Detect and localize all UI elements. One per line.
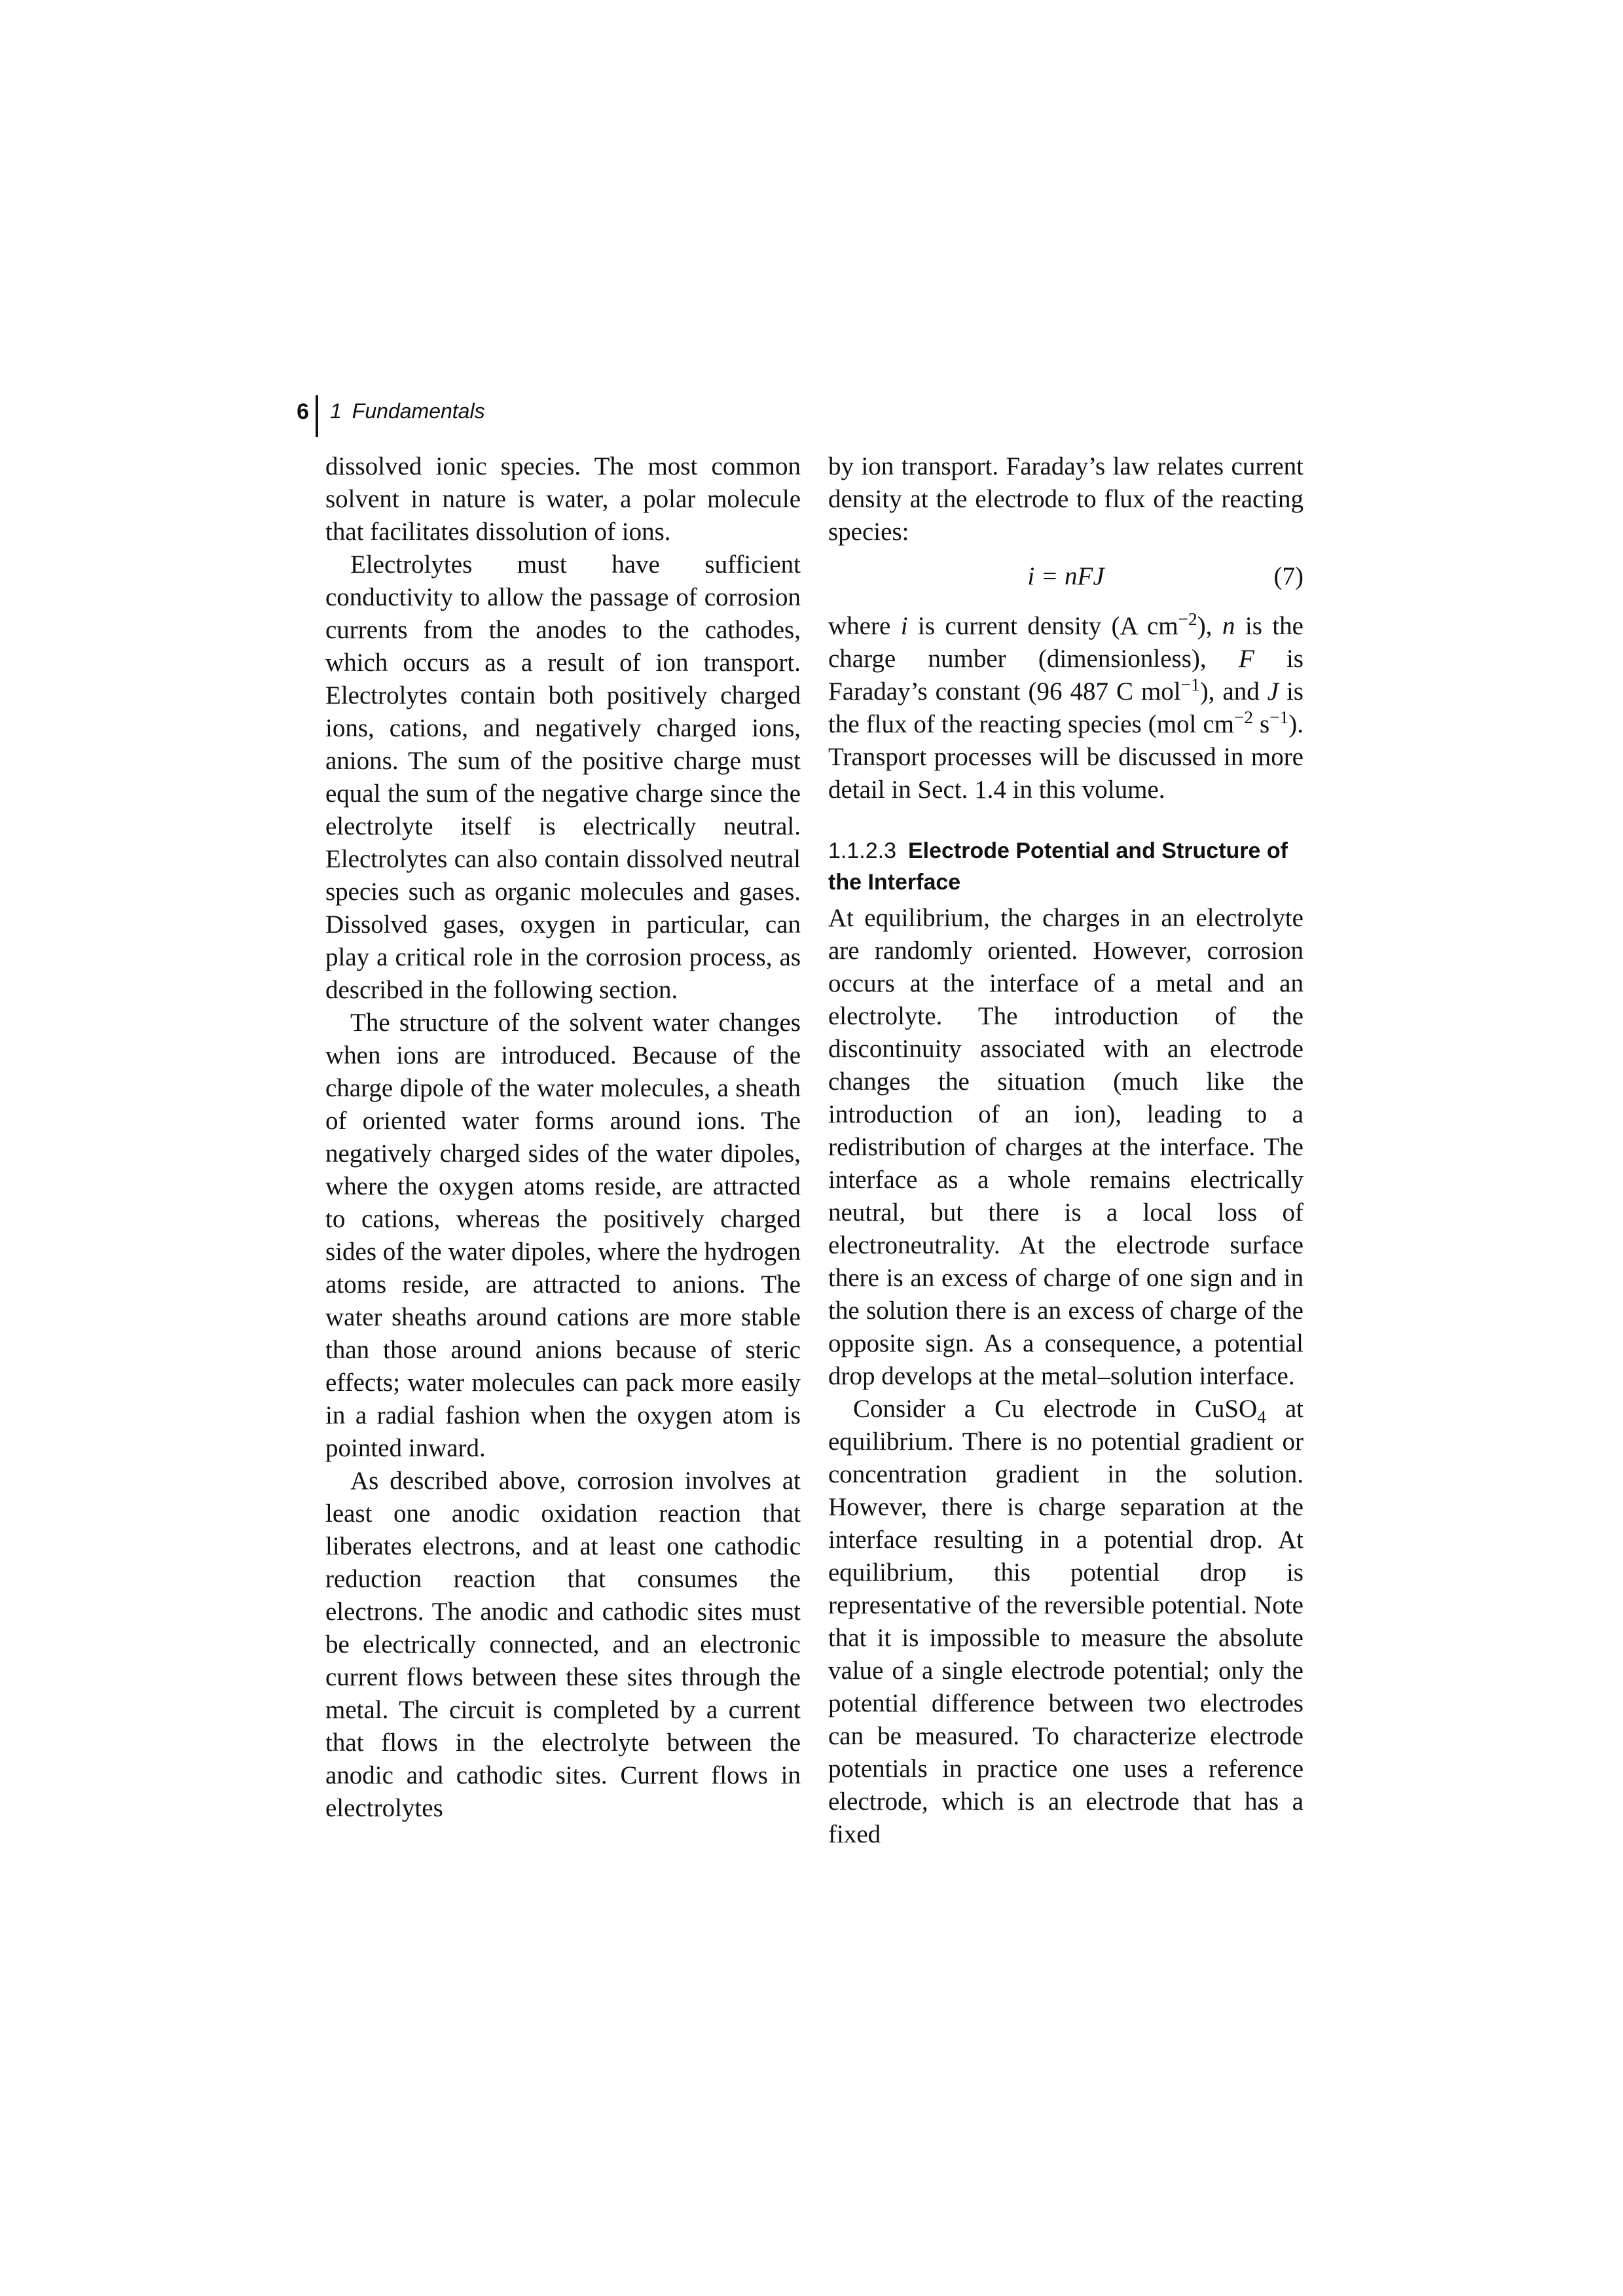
right-column [828,450,1304,1851]
chapter-title: Fundamentals [352,399,485,423]
superscript: −1 [1180,675,1200,694]
superscript: −2 [1233,708,1254,727]
text-run: is current density (A cm [907,612,1178,640]
paragraph: by ion transport. Faraday’s law relates current density at the electrode to flux of the reacting species: [828,452,1304,546]
left-column [325,450,801,1825]
paragraph: Electrolytes must have sufficient conductivity to allow the passage of corrosion currents from the anodes to the cathodes, which occurs as a result of ion transport. Electrolytes contain both positively charged ions, cations, and negatively charged ions, anions. The sum of the positive charge must equal the sum of the negative charge since the electrolyte itself is electrically neutral. Electrolytes can also contain dissolved neutral species such as organic molecules and gases. Dissolved gases, oxygen in particular, can play a critical role in the corrosion process, as described in the following section. [325,550,801,1004]
paragraph: As described above, corrosion involves at least one anodic oxidation reaction that liberates electrons, and at least one cathodic reduction reaction that consumes the electrons. The anodic and cathodic sites must be electrically connected, and an electronic current flows between these sites through the metal. The circuit is completed by a current that flows in the electrolyte between the anodic and cathodic sites. Current flows in electrolytes [325,1467,801,1822]
variable: n [1222,612,1235,640]
subscript: 4 [1257,1407,1266,1427]
chapter-heading [330,399,485,423]
section-title: Electrode Potential and Structure of the Interface [828,838,1288,895]
equation-number: (7) [1273,562,1304,590]
superscript: −1 [1269,708,1289,727]
header-rule [316,395,318,437]
text-run: s [1253,710,1270,738]
variable: F [1238,645,1254,673]
text-run: is the flux of the reacting species (mol cm [828,677,1304,738]
variable: i [900,612,908,640]
text-run: ), and [1199,677,1267,706]
variable: J [1267,677,1279,706]
page-number: 6 [297,399,309,424]
equation [828,560,1304,593]
text-run: where [828,612,901,640]
equation-body: i = nFJ [1027,562,1104,590]
chapter-number: 1 [330,399,342,423]
paragraph [828,1393,1304,1851]
text-run: is Faraday’s constant (96 487 C mol [828,645,1304,706]
text-run: Consider a Cu electrode in CuSO [853,1395,1258,1423]
running-head [288,393,943,445]
paragraph [828,610,1304,806]
paragraph: dissolved ionic species. The most common solvent in nature is water, a polar molecule that facilitates dissolution of ions. [325,452,801,546]
text-run: ), [1197,612,1222,640]
text-run: is the charge number (dimensionless), [828,612,1304,673]
section-number: 1.1.2.3 [828,838,896,863]
superscript: −2 [1178,609,1197,629]
text-run: ). Transport processes will be discussed in more detail in Sect. 1.4 in this volume. [828,710,1304,804]
paragraph: The structure of the solvent water changes when ions are introduced. Because of the charge dipole of the water molecules, a sheath of oriented water forms around ions. The negatively charged sides of the water dipoles, where the oxygen atoms reside, are attracted to cations, whereas the positively charged sides of the water dipoles, where the hydrogen atoms reside, are attracted to anions. The water sheaths around cations are more stable than those around anions because of steric effects; water molecules can pack more easily in a radial fashion when the oxygen atom is pointed inward. [325,1009,801,1462]
text-run: at equilibrium. There is no potential gradient or concentration gradient in the solution. However, there is charge separation at the interface resulting in a potential drop. At equilibrium, this potential drop is representative of the reversible potential. Note that it is impossible to measure the absolute value of a single electrode potential; only the potential difference between two electrodes can be measured. To characterize electrode potentials in practice one uses a reference electrode, which is an electrode that has a fixed [828,1395,1304,1848]
paragraph: At equilibrium, the charges in an electrolyte are randomly oriented. However, corrosion occurs at the interface of a metal and an electrolyte. The introduction of the discontinuity associated with an electrode changes the situation (much like the introduction of an ion), leading to a redistribution of charges at the interface. The interface as a whole remains electrically neutral, but there is a local loss of electroneutrality. At the electrode surface there is an excess of charge of one sign and in the solution there is an excess of charge of the opposite sign. As a consequence, a potential drop develops at the metal–solution interface. [828,904,1304,1390]
section-heading [828,835,1304,898]
